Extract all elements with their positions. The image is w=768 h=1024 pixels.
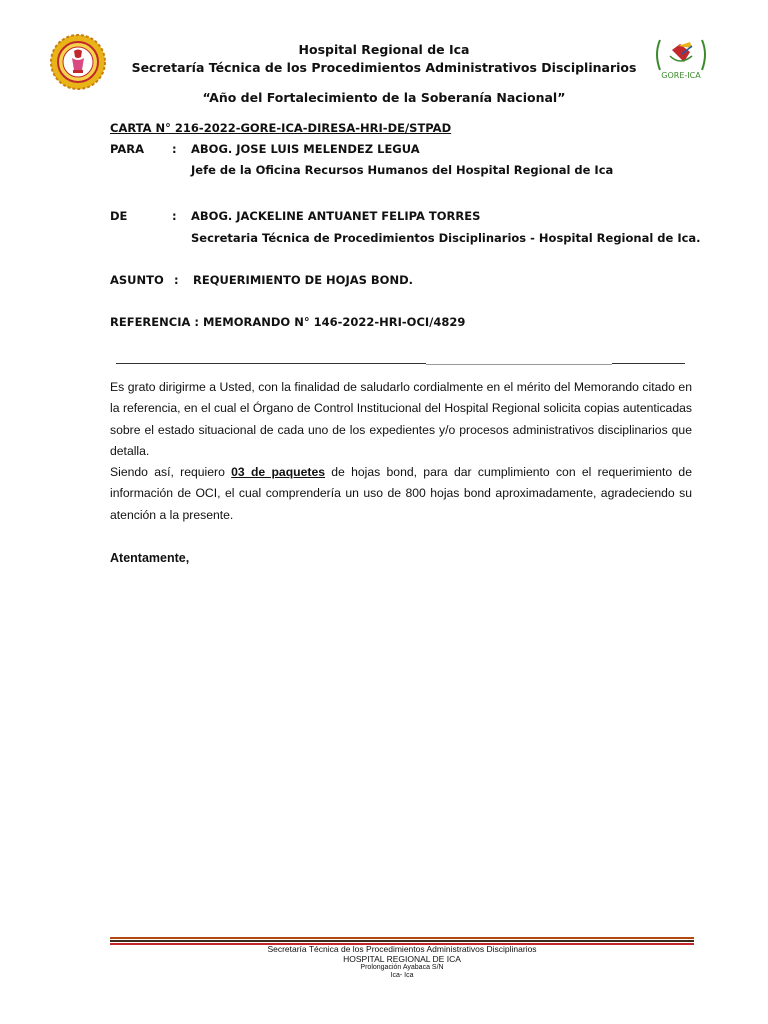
referencia-line: REFERENCIA : MEMORANDO N° 146-2022-HRI-OCI/4829	[110, 315, 466, 329]
separator-line-end	[612, 363, 685, 364]
de-label: DE	[110, 209, 128, 223]
year-motto: “Año del Fortalecimiento de la Soberanía Nacional”	[202, 90, 566, 105]
body-p2-end: de hojas bond, para dar cumplimiento con el requerimiento de información de OCI, el cual comprendería un uso de 800 hojas bond aproximadamente, agradeciendo su atención a la presente.	[110, 465, 692, 522]
closing-text: Atentamente,	[110, 551, 190, 565]
asunto-colon: :	[174, 273, 179, 287]
para-title: Jefe de la Oficina Recursos Humanos del Hospital Regional de Ica	[191, 163, 614, 177]
asunto-value: REQUERIMIENTO DE HOJAS BOND.	[193, 273, 413, 287]
separator-line-faint	[426, 364, 612, 365]
footer-line-2: HOSPITAL REGIONAL DE ICA	[343, 954, 461, 964]
office-title: Secretaría Técnica de los Procedimientos Administrativos Disciplinarios	[131, 60, 637, 75]
body-paragraph-2	[110, 462, 692, 526]
separator-line	[116, 363, 426, 364]
footer-line-3: Prolongación Ayabaca S/N	[360, 964, 444, 971]
institution-title: Hospital Regional de Ica	[298, 42, 470, 57]
body-p2-start: Siendo así, requiero	[110, 465, 232, 479]
footer-line-4: Ica- Ica	[390, 972, 414, 979]
asunto-label: ASUNTO	[110, 273, 164, 287]
de-name: ABOG. JACKELINE ANTUANET FELIPA TORRES	[191, 209, 481, 223]
letter-reference-code: CARTA N° 216-2022-GORE-ICA-DIRESA-HRI-DE/STPAD	[110, 121, 452, 135]
para-colon: :	[172, 142, 177, 156]
body-paragraph-1: Es grato dirigirme a Usted, con la finalidad de saludarlo cordialmente en el mérito del Memorando citado en la referencia, en el cual el Órgano de Control Institucional del Hospital Regional solicita copias autenticadas sobre el estado situacional de cada uno de los expedientes y/o procesos administrativos disciplinarios que detalla.	[110, 380, 692, 458]
gore-ica-logo-text: GORE-ICA	[661, 71, 701, 80]
de-colon: :	[172, 209, 177, 223]
de-title: Secretaria Técnica de Procedimientos Disciplinarios - Hospital Regional de Ica.	[191, 231, 701, 245]
gore-ica-logo	[652, 36, 710, 88]
para-label: PARA	[110, 142, 145, 156]
body-p2-highlight: 03 de paquetes	[231, 465, 325, 479]
footer-line-1: Secretaría Técnica de los Procedimientos Administrativos Disciplinarios	[267, 944, 537, 954]
para-name: ABOG. JOSE LUIS MELENDEZ LEGUA	[191, 142, 420, 156]
